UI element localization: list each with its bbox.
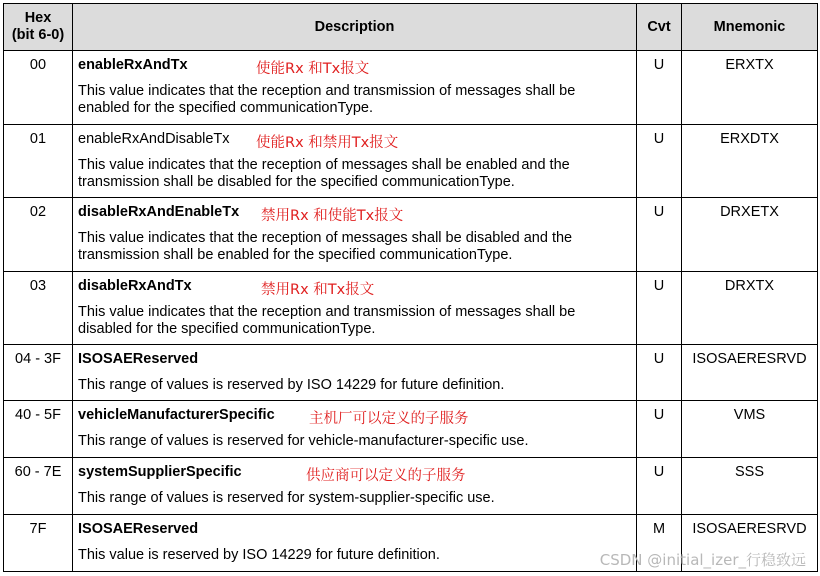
- table-row: [4, 401, 818, 458]
- cell-hex: 01: [4, 125, 73, 198]
- row-name: systemSupplierSpecific: [78, 464, 242, 480]
- cell-cvt: U: [637, 401, 682, 458]
- cell-mnemonic: ERXTX: [682, 51, 818, 125]
- cell-description: [73, 272, 637, 345]
- table-row: [4, 458, 818, 515]
- row-name: disableRxAndEnableTx: [78, 204, 240, 220]
- row-text: This value indicates that the reception of messages shall be disabled and the transmission shall be enabled for the specified communicationType.: [78, 230, 573, 263]
- cell-cvt: U: [637, 272, 682, 345]
- cell-description: [73, 458, 637, 515]
- cell-description: [73, 345, 637, 401]
- csdn-watermark: CSDN @initial_izer_行稳致远: [599, 551, 806, 569]
- cell-cvt: U: [637, 345, 682, 401]
- cell-hex: 60 - 7E: [4, 458, 73, 515]
- cell-mnemonic: DRXTX: [682, 272, 818, 345]
- cell-cvt: U: [637, 51, 682, 125]
- table-row: [4, 198, 818, 272]
- table-row: [4, 125, 818, 198]
- row-name: ISOSAEReserved: [78, 521, 199, 537]
- header-description: Description: [73, 4, 637, 51]
- cell-hex: 00: [4, 51, 73, 125]
- table-row: [4, 51, 818, 125]
- table-header-row: [4, 4, 818, 51]
- annotation-note: 主机厂可以定义的子服务: [309, 411, 469, 427]
- cell-hex: 03: [4, 272, 73, 345]
- cell-cvt: M: [637, 515, 682, 572]
- annotation-note: 使能Rx 和Tx报文: [256, 61, 370, 77]
- annotation-note: 禁用Rx 和Tx报文: [261, 282, 375, 298]
- table-row: [4, 272, 818, 345]
- cell-hex: 04 - 3F: [4, 345, 73, 401]
- row-text: This value indicates that the reception and transmission of messages shall be enabled for the specified communicationType.: [78, 83, 576, 116]
- header-mnemonic: Mnemonic: [682, 4, 818, 51]
- cell-mnemonic: SSS: [682, 458, 818, 515]
- cell-description: [73, 401, 637, 458]
- cell-description: [73, 125, 637, 198]
- row-text: This range of values is reserved for system-supplier-specific use.: [78, 490, 495, 506]
- cell-description: [73, 515, 637, 572]
- cell-mnemonic: ISOSAERESRVD: [682, 345, 818, 401]
- row-text: This range of values is reserved by ISO 14229 for future definition.: [78, 377, 505, 393]
- cell-hex: 02: [4, 198, 73, 272]
- row-name: enableRxAndTx: [78, 57, 188, 73]
- row-name: enableRxAndDisableTx: [78, 131, 230, 147]
- cell-hex: 7F: [4, 515, 73, 572]
- subfunction-table: [3, 3, 818, 572]
- row-text: This value indicates that the reception and transmission of messages shall be disabled for the specified communicationType.: [78, 304, 576, 337]
- row-text: This value indicates that the reception of messages shall be enabled and the transmission shall be disabled for the specified communicationType.: [78, 157, 570, 190]
- annotation-note: 使能Rx 和禁用Tx报文: [256, 135, 399, 151]
- cell-cvt: U: [637, 198, 682, 272]
- cell-mnemonic: VMS: [682, 401, 818, 458]
- cell-description: [73, 51, 637, 125]
- cell-description: [73, 198, 637, 272]
- row-name: disableRxAndTx: [78, 278, 192, 294]
- header-cvt: Cvt: [637, 4, 682, 51]
- row-text: This range of values is reserved for vehicle-manufacturer-specific use.: [78, 433, 529, 449]
- cell-mnemonic: DRXETX: [682, 198, 818, 272]
- cell-mnemonic: ERXDTX: [682, 125, 818, 198]
- cell-cvt: U: [637, 125, 682, 198]
- row-text: This value is reserved by ISO 14229 for future definition.: [78, 547, 440, 563]
- annotation-note: 禁用Rx 和使能Tx报文: [261, 208, 404, 224]
- header-hex: Hex (bit 6-0): [4, 4, 73, 51]
- annotation-note: 供应商可以定义的子服务: [306, 468, 466, 484]
- row-name: vehicleManufacturerSpecific: [78, 407, 275, 423]
- cell-cvt: U: [637, 458, 682, 515]
- table-row: [4, 345, 818, 401]
- row-name: ISOSAEReserved: [78, 351, 199, 367]
- cell-mnemonic: ISOSAERESRVD: [682, 515, 818, 572]
- cell-hex: 40 - 5F: [4, 401, 73, 458]
